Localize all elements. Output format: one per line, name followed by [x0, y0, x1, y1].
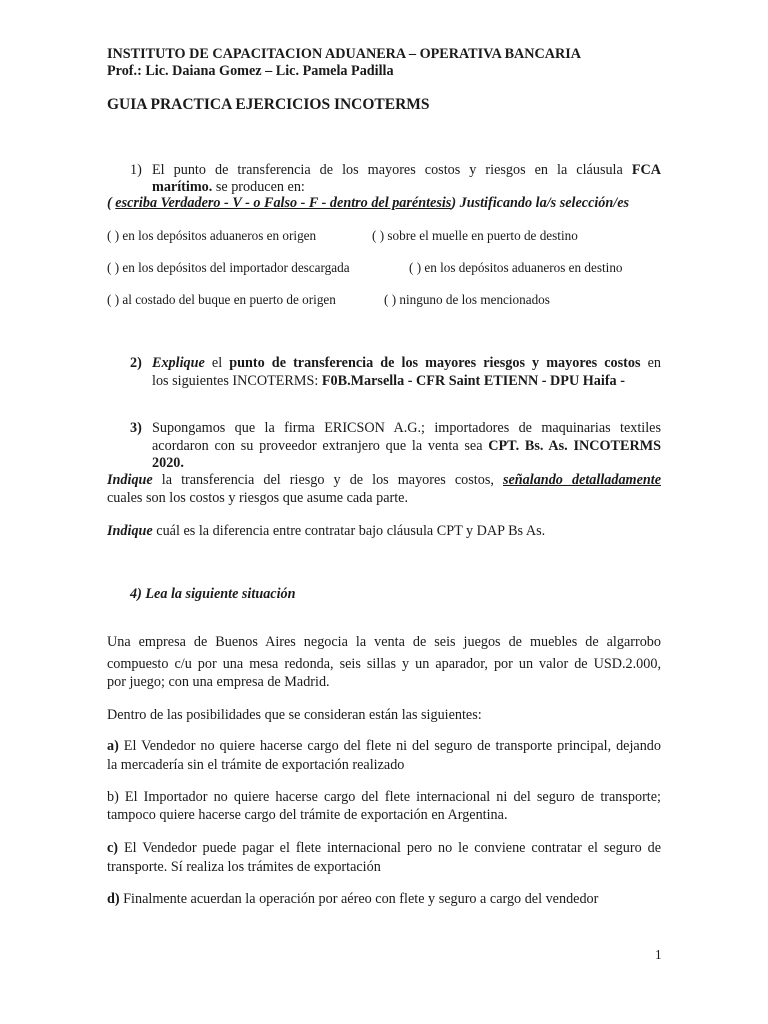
q4-heading: 4) Lea la siguiente situación [130, 586, 296, 602]
q3-indique-2: Indique cuál es la diferencia entre contratar bajo cláusula CPT y DAP Bs As. [107, 523, 546, 539]
q1-line2: marítimo. se producen en: [152, 179, 305, 195]
q2-number: 2) [130, 355, 142, 371]
q3-line3: 2020. [152, 455, 184, 471]
q4-option-a-line1: a) El Vendedor no quiere hacerse cargo del flete ni del seguro de transporte principal, dejando [107, 738, 661, 754]
q1-option: ( ) sobre el muelle en puerto de destino [372, 228, 578, 243]
header-professors: Prof.: Lic. Daiana Gomez – Lic. Pamela Padilla [107, 63, 394, 79]
header-institute: INSTITUTO DE CAPACITACION ADUANERA – OPERATIVA BANCARIA [107, 46, 582, 62]
q3-line1: Supongamos que la firma ERICSON A.G.; importadores de maquinarias textiles [152, 420, 661, 436]
q2-line1: Explique el punto de transferencia de los mayores riesgos y mayores costos en [152, 355, 661, 371]
q4-option-c-line2: transporte. Sí realiza los trámites de exportación [107, 859, 381, 875]
q1-option: ( ) en los depósitos del importador descargada [107, 260, 350, 275]
q1-option: ( ) en los depósitos aduaneros en destino [409, 260, 623, 275]
q1-option: ( ) al costado del buque en puerto de origen [107, 292, 336, 307]
q1-line1: El punto de transferencia de los mayores costos y riesgos en la cláusula FCA [152, 162, 661, 178]
q2-line2: los siguientes INCOTERMS: F0B.Marsella - CFR Saint ETIENN - DPU Haifa - [152, 373, 625, 389]
page-number: 1 [655, 947, 662, 962]
q4-option-a-line2: la mercadería sin el trámite de exportación realizado [107, 757, 405, 773]
q4-para2: Dentro de las posibilidades que se consideran están las siguientes: [107, 707, 482, 723]
q4-para1-line2: compuesto c/u por una mesa redonda, seis sillas y un aparador, por un valor de USD.2.000, [107, 656, 661, 672]
q4-option-b-line1: b) El Importador no quiere hacerse cargo del flete internacional ni del seguro de transporte; [107, 789, 661, 805]
q4-option-d: d) Finalmente acuerdan la operación por aéreo con flete y seguro a cargo del vendedor [107, 891, 599, 907]
q3-indique-1: Indique la transferencia del riesgo y de los mayores costos, señalando detalladamente [107, 472, 661, 488]
q3-indique-1-line2: cuales son los costos y riesgos que asume cada parte. [107, 490, 409, 506]
q1-option: ( ) ninguno de los mencionados [384, 292, 550, 307]
q1-option: ( ) en los depósitos aduaneros en origen [107, 228, 317, 243]
q4-option-c-line1: c) El Vendedor puede pagar el flete internacional pero no le conviene contratar el seguro de [107, 840, 661, 856]
q3-line2: acordaron con su proveedor extranjero que la venta sea CPT. Bs. As. INCOTERMS [152, 438, 661, 454]
q1-number: 1) [130, 162, 142, 178]
q4-para1-line3: por juego; con una empresa de Madrid. [107, 674, 330, 690]
page-title: GUIA PRACTICA EJERCICIOS INCOTERMS [107, 96, 430, 113]
q4-para1-line1: Una empresa de Buenos Aires negocia la venta de seis juegos de muebles de algarrobo [107, 634, 661, 650]
q3-number: 3) [130, 420, 142, 436]
q4-option-b-line2: tampoco quiere hacerse cargo del trámite de exportación en Argentina. [107, 807, 508, 823]
q1-instructions: ( escriba Verdadero - V - o Falso - F - dentro del paréntesis) Justificando la/s selección/es [107, 195, 630, 211]
